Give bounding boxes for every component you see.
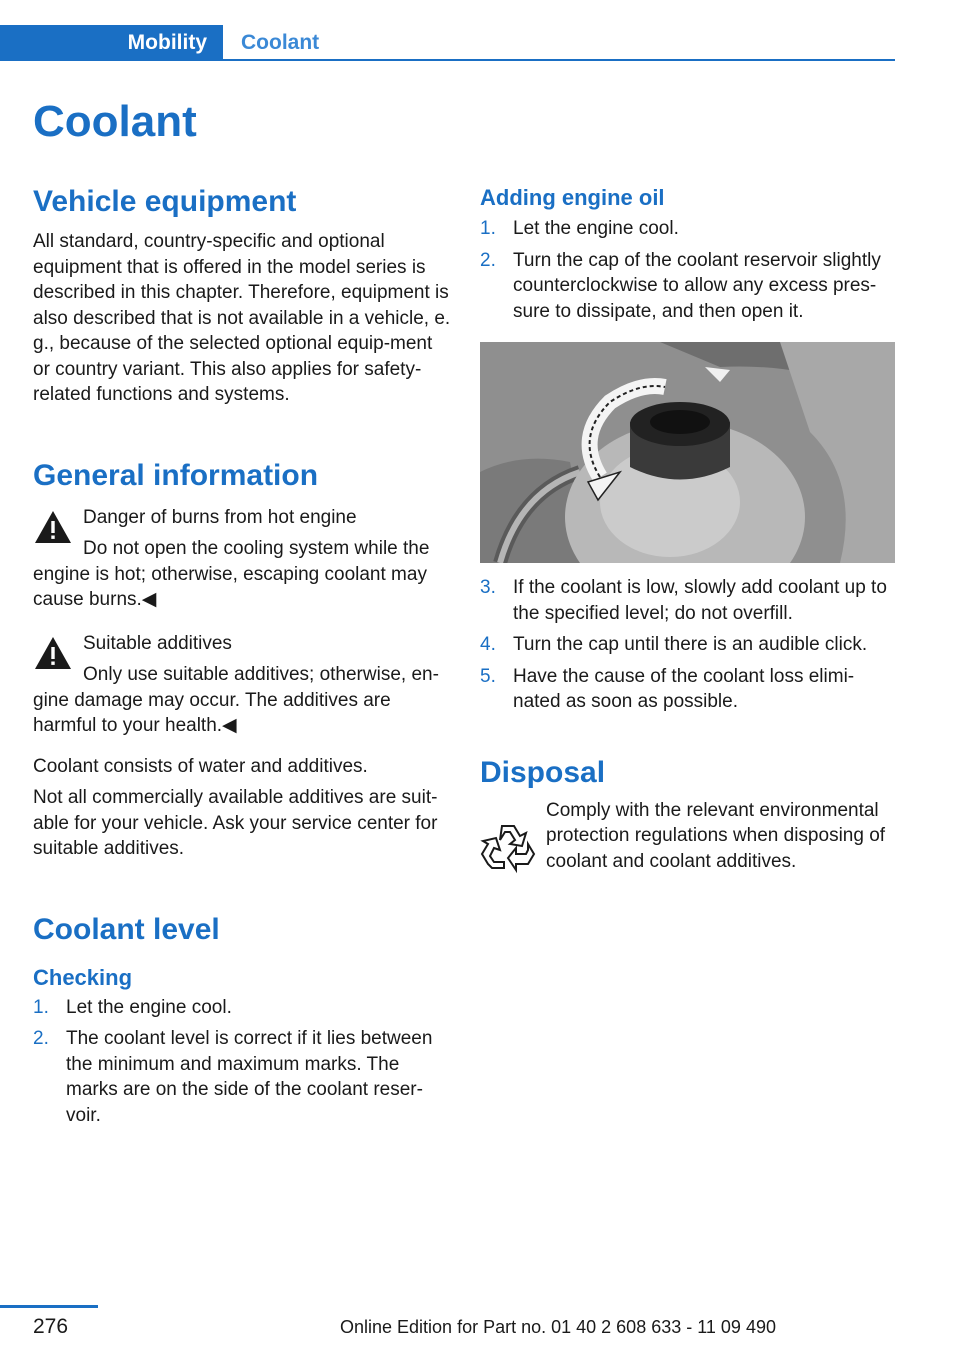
adding-steps-second bbox=[480, 575, 898, 715]
disposal-note bbox=[480, 798, 898, 875]
step-text: Have the cause of the coolant loss elimi‐nated as soon as possible. bbox=[513, 665, 855, 712]
warning-burns-text: engine is hot; otherwise, escaping coolant may cause burns.◀ bbox=[33, 563, 427, 610]
warning-burns-lead: Do not open the cooling system while the bbox=[83, 538, 430, 559]
list-item bbox=[33, 995, 451, 1021]
recycle-icon bbox=[480, 818, 536, 874]
warning-triangle-icon bbox=[33, 635, 73, 671]
step-number: 1. bbox=[480, 218, 496, 239]
header-rule bbox=[0, 59, 895, 61]
step-number: 4. bbox=[480, 634, 496, 655]
warning-burns-title: Danger of burns from hot engine bbox=[83, 506, 357, 528]
step-text: Let the engine cool. bbox=[513, 218, 679, 239]
left-column bbox=[33, 183, 451, 1134]
step-number: 2. bbox=[33, 1028, 49, 1049]
step-text: Let the engine cool. bbox=[66, 996, 232, 1018]
heading-coolant-level: Coolant level bbox=[33, 912, 220, 946]
page-title: Coolant bbox=[33, 97, 197, 146]
step-text: Turn the cap of the coolant reservoir slightly counterclockwise to allow any excess pres‐sure to dissipate, and then open it. bbox=[513, 249, 881, 322]
edition-note: Online Edition for Part no. 01 40 2 608 633 - 11 09 490 bbox=[340, 1317, 776, 1337]
warning-triangle-icon bbox=[33, 509, 73, 545]
checking-steps bbox=[33, 995, 451, 1129]
tab-coolant[interactable]: Coolant bbox=[241, 31, 320, 54]
heading-disposal: Disposal bbox=[480, 755, 606, 789]
list-item bbox=[33, 1026, 451, 1128]
page-number: 276 bbox=[33, 1315, 69, 1338]
heading-adding-engine-oil: Adding engine oil bbox=[480, 185, 665, 210]
warning-additives-lead: Only use suitable additives; otherwise, en‐ bbox=[83, 664, 439, 685]
list-item bbox=[480, 632, 898, 658]
vehicle-equipment-text: All standard, country-specific and optional equipment that is offered in the model series is described in this chapter. Therefore, equipment is also described that is not available in a vehicle, e. g., because of the selected optional equip‐ment or country variant. This also applies for safety-related functions and systems. bbox=[33, 231, 451, 405]
disposal-text: Comply with the relevant environmental protection regulations when disposing of coolant and coolant additives. bbox=[546, 799, 886, 872]
step-text: Turn the cap until there is an audible click. bbox=[513, 634, 868, 655]
heading-general-information: General information bbox=[33, 458, 319, 492]
additives-advice-text: Not all commercially available additives are suit‐able for your vehicle. Ask your service center for suitable additives. bbox=[33, 787, 438, 859]
step-text: If the coolant is low, slowly add coolant up to the specified level; do not overfill. bbox=[513, 577, 887, 624]
warning-additives-text: gine damage may occur. The additives are harmful to your health.◀ bbox=[33, 689, 391, 736]
warning-additives-title: Suitable additives bbox=[83, 632, 232, 654]
list-item bbox=[480, 575, 898, 626]
coolant-reservoir-illustration bbox=[480, 342, 895, 563]
step-number: 2. bbox=[480, 249, 496, 271]
warning-additives bbox=[33, 631, 451, 739]
heading-vehicle-equipment: Vehicle equipment bbox=[33, 185, 297, 218]
right-column bbox=[480, 183, 898, 874]
footer-rule bbox=[0, 1305, 98, 1308]
coolant-composition-text: Coolant consists of water and additives. bbox=[33, 755, 368, 777]
list-item bbox=[480, 216, 898, 242]
heading-checking: Checking bbox=[33, 964, 133, 990]
step-number: 1. bbox=[33, 996, 49, 1018]
list-item bbox=[480, 248, 898, 325]
step-number: 3. bbox=[480, 577, 496, 598]
list-item bbox=[480, 664, 898, 715]
tab-mobility[interactable]: Mobility bbox=[0, 25, 223, 61]
coolant-reservoir-photo bbox=[480, 342, 895, 563]
warning-burns bbox=[33, 505, 451, 613]
header-bar bbox=[0, 25, 895, 61]
step-text: The coolant level is correct if it lies between the minimum and maximum marks. The marks are on the side of the coolant reser‐voir. bbox=[66, 1028, 433, 1126]
step-number: 5. bbox=[480, 665, 496, 687]
adding-steps-first bbox=[480, 216, 898, 324]
